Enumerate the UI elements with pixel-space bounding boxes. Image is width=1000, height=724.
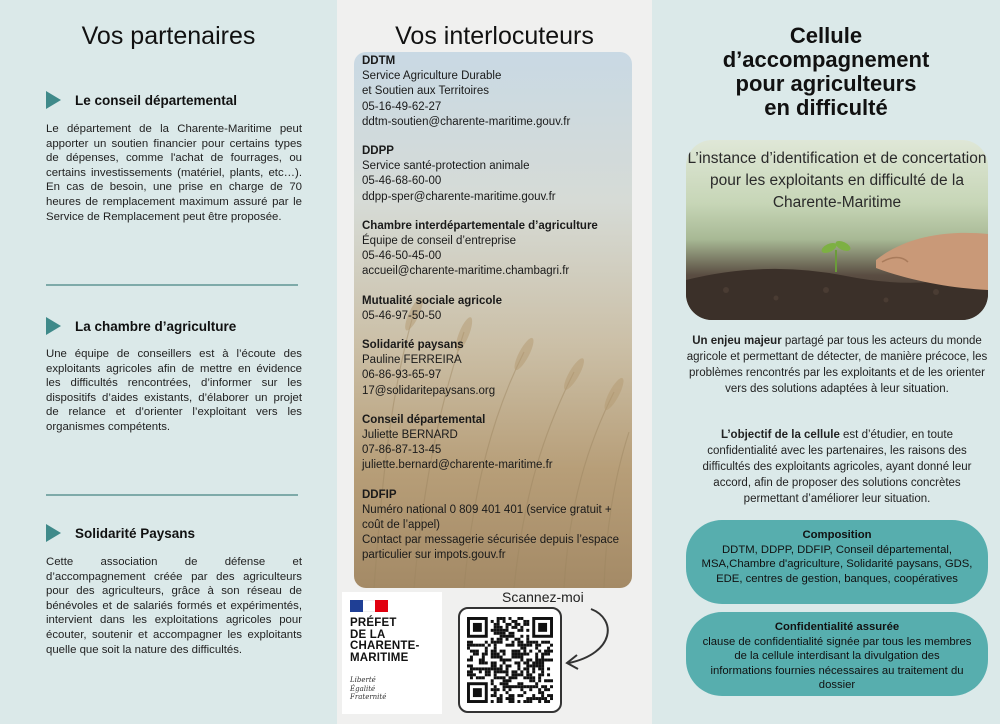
contact-email[interactable]: ddtm-soutien@charente-maritime.gouv.fr <box>362 115 571 128</box>
divider <box>46 284 298 286</box>
contact-email[interactable]: ddpp-sper@charente-maritime.gouv.fr <box>362 190 556 203</box>
cell-title: Cellule d’accompagnement pour agriculteurs en difficulté <box>722 23 930 120</box>
qr-code-icon <box>467 616 553 704</box>
contact-list <box>362 54 627 578</box>
confidentialite-box <box>686 612 988 696</box>
divider <box>46 494 298 496</box>
contact-phone: 05-46-68-60-00 <box>362 175 442 188</box>
composition-text: DDTM, DDPP, DDFIP, Conseil départemental, MSA,Chambre d'agriculture, Solidarité paysans, GDS, EDE, centres de gestion, banques, coopératives <box>701 543 973 585</box>
enjeu-paragraph: Un enjeu majeur partagé par tous les acteurs du monde agricole et permettant de détecter, de manière précoce, les problèmes rencontrés par les exploitants et de les orienter vers des solutions adaptées à leur situation. <box>686 335 988 395</box>
section-conseil-departemental <box>46 91 237 109</box>
contact-org: Solidarité paysans <box>362 339 464 352</box>
contact-line: Service santé-protection animale <box>362 160 530 173</box>
contact-phone: 07-86-87-13-45 <box>362 444 442 457</box>
prefet-logo <box>342 592 442 714</box>
section-solidarite-paysans <box>46 524 195 542</box>
contact-ddtm <box>362 54 627 130</box>
contact-email[interactable]: accueil@charente-maritime.chambagri.fr <box>362 265 570 278</box>
contact-email[interactable]: juliette.bernard@charente-maritime.fr <box>362 459 553 472</box>
partners-title: Vos partenaires <box>81 22 256 50</box>
contact-line: Service Agriculture Durable <box>362 70 502 83</box>
confidentialite-title: Confidentialité assurée <box>774 621 900 633</box>
section-text: Une équipe de conseillers est à l’écoute des exploitants agricoles afin de mettre en évidence les difficultés rencontrées, d’informer sur les dispositifs d’aides existants, d’élaborer un projet de relance et d’orienter l’exploitant vers les organismes compétents. <box>46 348 302 433</box>
play-triangle-icon <box>46 317 61 335</box>
qr-code[interactable] <box>458 607 562 713</box>
composition-box <box>686 520 988 604</box>
contact-ddfip <box>362 488 627 564</box>
section-text: Le département de la Charente-Maritime peut apporter un soutien financier pour certains types de dépenses, comme l'achat de fourrages, ou certains investissements (matériel, plants, etc…). En cas de besoin, une prise en charge de 70 heures de remplacement maximum assuré par le Service de Remplacement peut être proposée. <box>46 123 302 223</box>
composition-title: Composition <box>802 529 872 541</box>
contact-line: Contact par messagerie sécurisée depuis l’espace particulier sur impots.gouv.fr <box>362 534 619 562</box>
contact-org: Mutualité sociale agricole <box>362 294 502 307</box>
contact-person: Pauline FERREIRA <box>362 354 462 367</box>
confidentialite-text: clause de confidentialité signée par tous les membres de la cellule interdisant la divulgation des informations fournies nécessaires au traitement du dossier <box>702 635 972 691</box>
french-flag-icon <box>350 600 388 612</box>
partners-panel <box>0 0 337 724</box>
contact-ddpp <box>362 144 627 205</box>
photo-caption: L’instance d’identification et de concertation pour les exploitants en difficulté de la Charente-Maritime <box>687 150 987 211</box>
contact-org: DDFIP <box>362 488 397 501</box>
contact-solidarite <box>362 338 627 399</box>
contact-msa <box>362 294 627 324</box>
contact-phone: 05-16-49-62-27 <box>362 100 442 113</box>
contact-person: Juliette BERNARD <box>362 429 458 442</box>
section-heading: Solidarité Paysans <box>75 525 196 541</box>
contacts-title: Vos interlocuteurs <box>395 22 594 50</box>
prefet-name: PRÉFET DE LA CHARENTE- MARITIME <box>350 617 420 664</box>
section-heading: Le conseil départemental <box>75 92 238 108</box>
curved-arrow-icon <box>561 605 621 675</box>
contact-chambre <box>362 219 627 280</box>
play-triangle-icon <box>46 91 61 109</box>
contact-phone: 06-86-93-65-97 <box>362 369 442 382</box>
contact-org: Chambre interdépartementale d’agriculture <box>362 219 598 232</box>
contact-org: Conseil départemental <box>362 413 486 426</box>
scan-label: Scannez-moi <box>502 589 584 605</box>
contact-org: DDPP <box>362 145 394 158</box>
section-chambre-agriculture <box>46 317 236 335</box>
contact-phone: 05-46-50-45-00 <box>362 250 442 263</box>
objectif-paragraph: L’objectif de la cellule est d’étudier, en toute confidentialité avec les partenaires, les raisons des difficultés des exploitants agricoles, ayant donné leur accord, afin de proposer des solutions concrètes permettant d’améliorer leur situation. <box>702 429 972 505</box>
contacts-panel <box>337 0 652 724</box>
seedling-photo <box>686 140 988 320</box>
section-text: Cette association de défense et d’accompagnement créée par des agriculteurs pour des agriculteurs, grâce à son réseau de bénévoles et de salariés formés et expérimentés, intervient dans les exploitations agricoles pour écouter, soutenir et accompagner les exploitants quelle que soit la nature des difficultés. <box>46 556 302 656</box>
contact-conseil <box>362 413 627 474</box>
contact-org: DDTM <box>362 55 396 67</box>
section-heading: La chambre d’agriculture <box>75 318 237 334</box>
contact-phone: 05-46-97-50-50 <box>362 309 442 322</box>
play-triangle-icon <box>46 524 61 542</box>
cell-panel <box>652 0 1000 724</box>
contact-line: Équipe de conseil d’entreprise <box>362 235 517 248</box>
contact-email[interactable]: 17@solidaritepaysans.org <box>362 384 496 397</box>
republic-motto: Liberté Égalité Fraternité <box>350 676 387 701</box>
contact-line: Numéro national 0 809 401 401 (service gratuit + coût de l’appel) <box>362 503 612 532</box>
contact-line: et Soutien aux Territoires <box>362 85 489 98</box>
